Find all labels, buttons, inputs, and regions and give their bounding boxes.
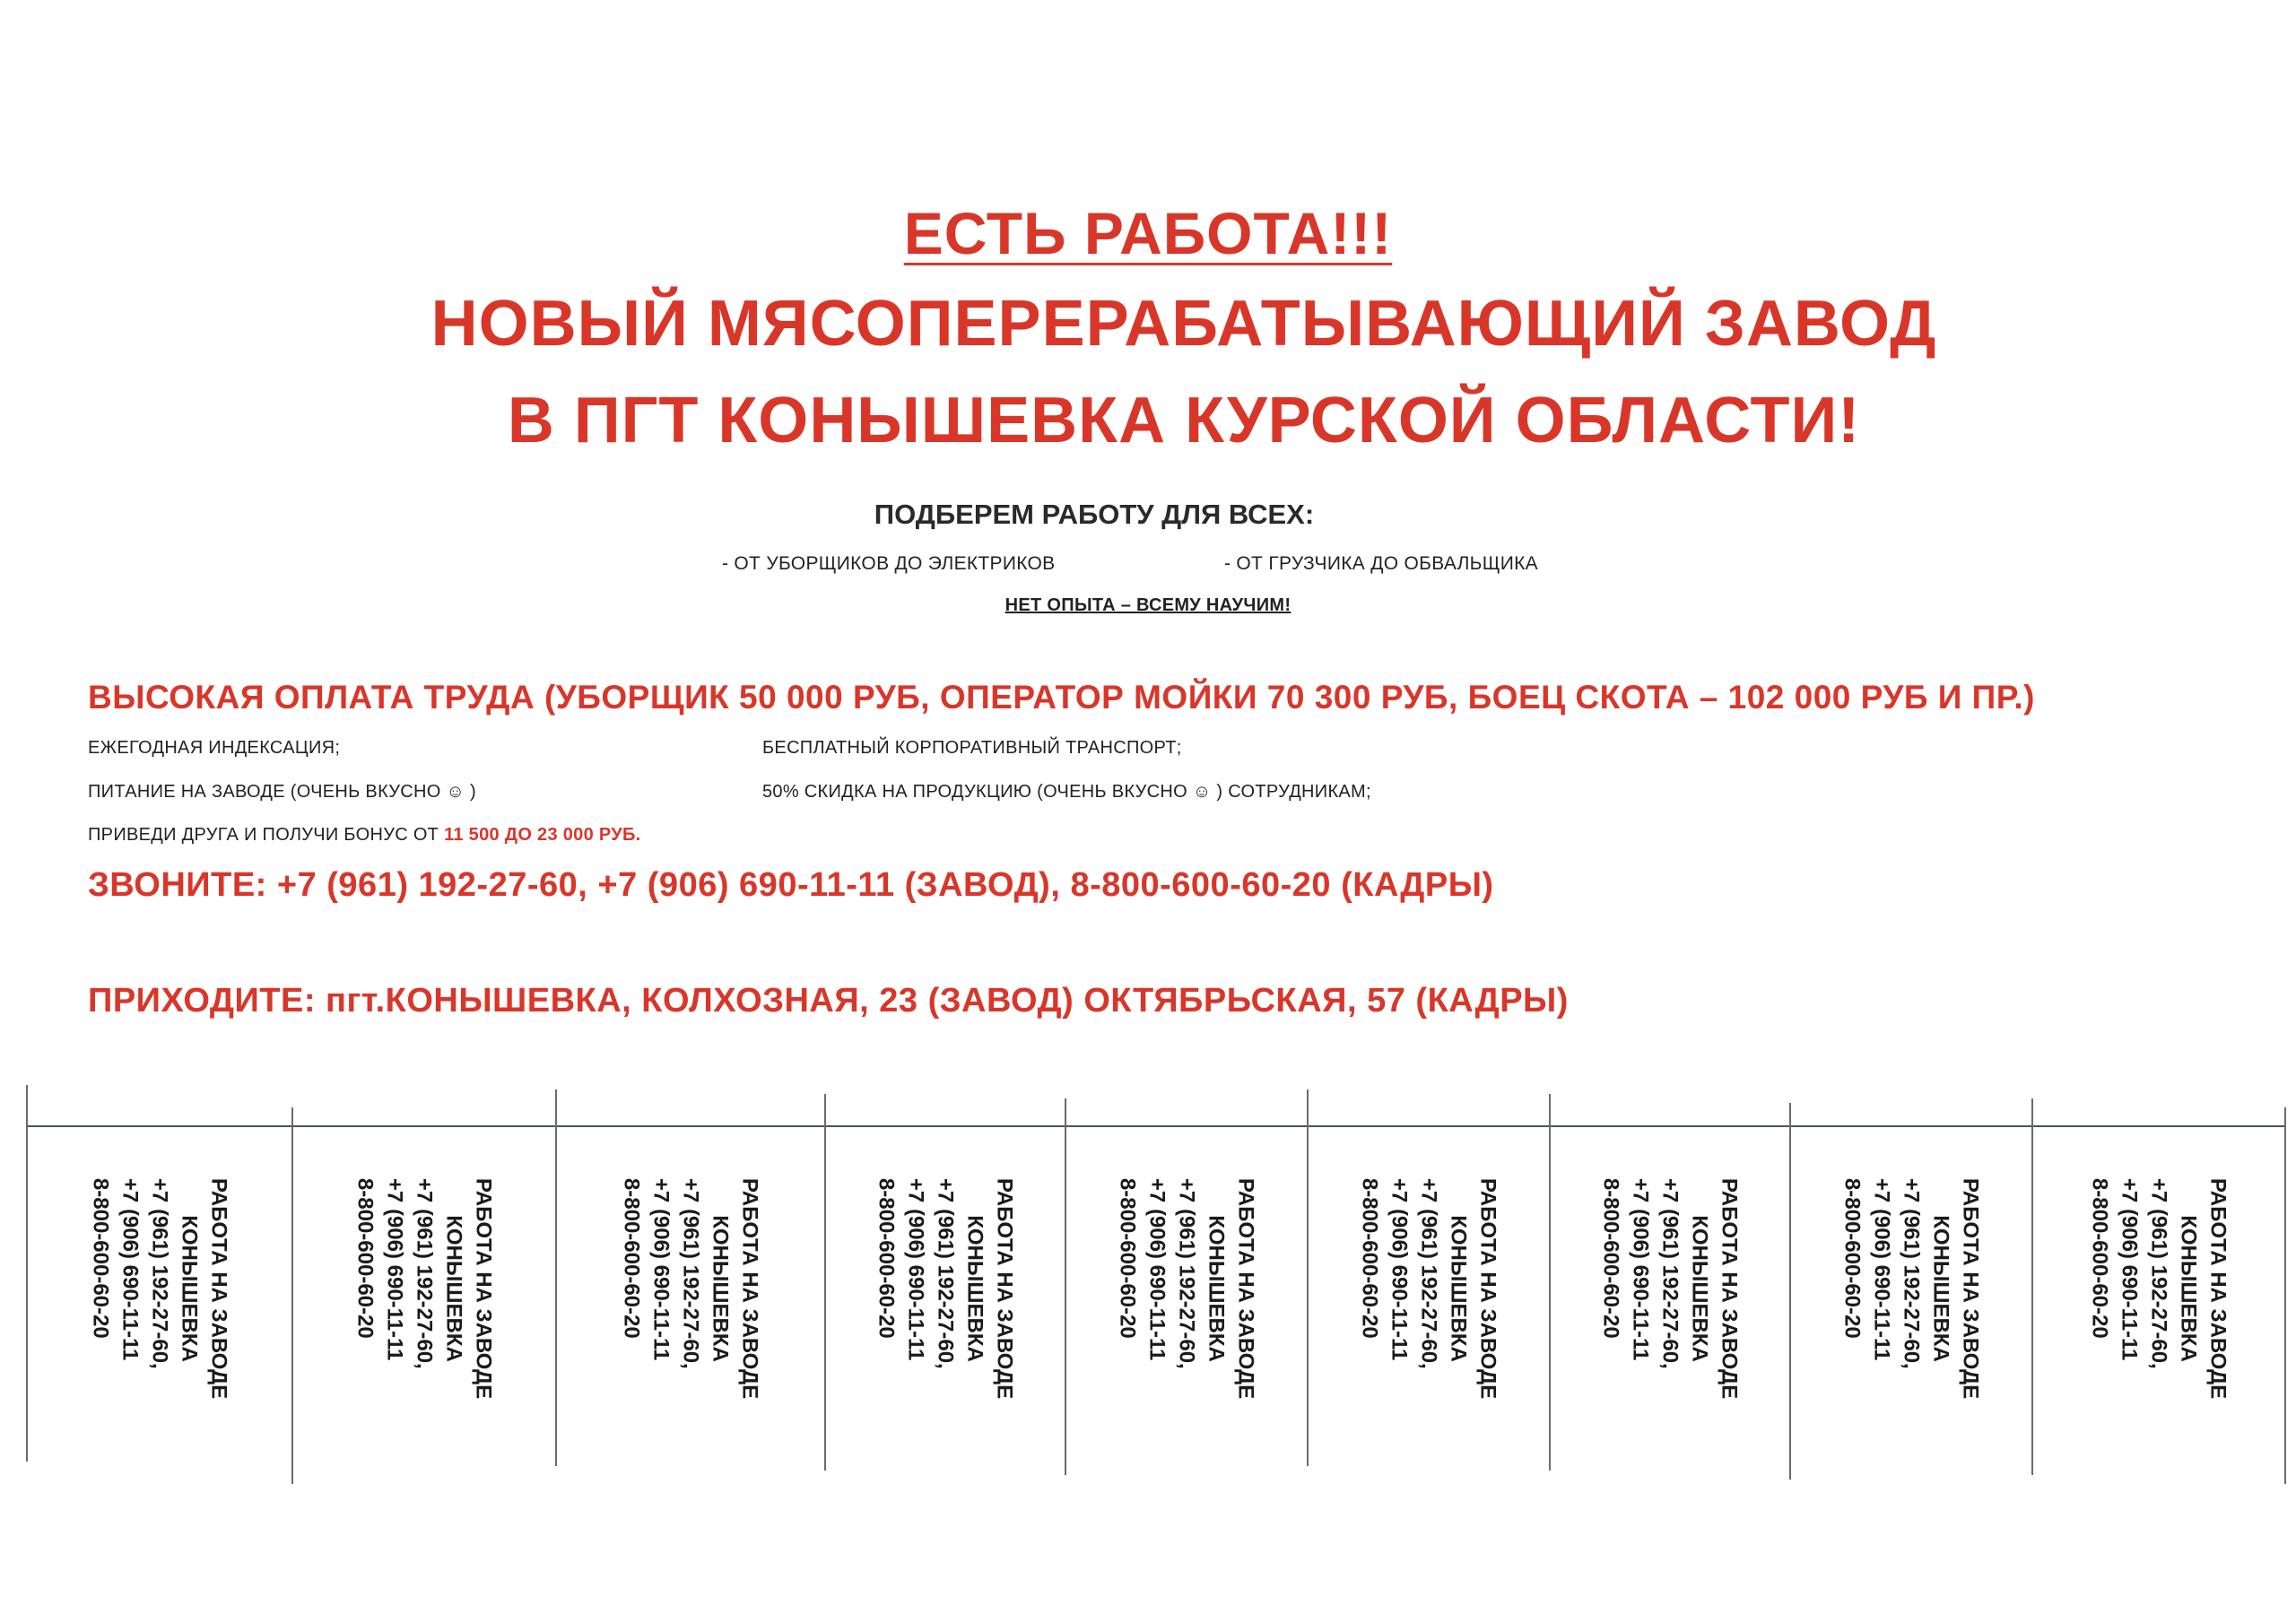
strip-line-2: КОНЫШЕВКА [708,1215,733,1362]
strip-line-5: 8-800-600-60-20 [1598,1177,1623,1339]
tear-off-strip[interactable] [27,1125,292,1448]
strip-line-1: РАБОТА НА ЗАВОДЕ [1958,1177,1983,1400]
strip-text [86,1178,234,1399]
strip-line-5: 8-800-600-60-20 [1357,1177,1382,1339]
strip-line-2: КОНЫШЕВКА [441,1215,466,1362]
strip-line-3: +7 (961) 192-27-60, [933,1177,958,1369]
benefit-food: ПИТАНИЕ НА ЗАВОДЕ (ОЧЕНЬ ВКУСНО ☺ ) [88,782,476,802]
strip-line-3: +7 (961) 192-27-60, [1657,1177,1683,1369]
strip-text [2085,1178,2233,1399]
tear-off-strip[interactable] [556,1125,825,1448]
selection-title: ПОДБЕРЕМ РАБОТУ ДЛЯ ВСЕХ: [874,499,1315,530]
strip-line-2: КОНЫШЕВКА [1687,1215,1712,1362]
strip-line-4: +7 (906) 690-11-11 [2117,1177,2142,1361]
strip-line-2: КОНЫШЕВКА [177,1215,202,1362]
strip-text [1596,1178,1744,1399]
strip-line-3: +7 (961) 192-27-60, [678,1177,703,1369]
strip-line-1: РАБОТА НА ЗАВОДЕ [471,1177,496,1400]
tear-off-strip[interactable] [825,1125,1065,1448]
strip-line-4: +7 (906) 690-11-11 [117,1177,143,1361]
strip-text [1355,1178,1503,1399]
tear-off-strips [27,1125,2285,1448]
tear-off-strip[interactable] [1550,1125,1790,1448]
tear-off-strip[interactable] [1790,1125,2032,1448]
strip-line-2: КОНЫШЕВКА [2176,1215,2201,1362]
strip-line-3: +7 (961) 192-27-60, [1174,1177,1199,1369]
benefit-referral [88,825,641,846]
strip-line-4: +7 (906) 690-11-11 [1387,1177,1412,1361]
strip-line-5: 8-800-600-60-20 [88,1177,113,1339]
strip-line-1: РАБОТА НА ЗАВОДЕ [737,1177,762,1400]
strip-line-1: РАБОТА НА ЗАВОДЕ [1475,1177,1500,1400]
strip-text [1113,1178,1261,1399]
selection-left: - ОТ УБОРЩИКОВ ДО ЭЛЕКТРИКОВ [722,553,1056,574]
strip-line-1: РАБОТА НА ЗАВОДЕ [2205,1177,2231,1400]
strip-line-4: +7 (906) 690-11-11 [1869,1177,1894,1361]
strip-line-5: 8-800-600-60-20 [2087,1177,2112,1339]
headline-line-2: В ПГТ КОНЫШЕВКА КУРСКОЙ ОБЛАСТИ! [507,385,1861,456]
tear-off-strip[interactable] [1065,1125,1308,1448]
strip-line-4: +7 (906) 690-11-11 [382,1177,407,1361]
benefit-transport: БЕСПЛАТНЫЙ КОРПОРАТИВНЫЙ ТРАНСПОРТ; [762,738,1182,758]
tear-off-strip[interactable] [2032,1125,2285,1448]
no-experience-note: НЕТ ОПЫТА – ВСЕМУ НАУЧИМ! [1004,595,1292,615]
strip-line-2: КОНЫШЕВКА [1928,1215,1953,1362]
benefit-indexation: ЕЖЕГОДНАЯ ИНДЕКСАЦИЯ; [88,738,341,758]
strip-line-5: 8-800-600-60-20 [352,1177,378,1339]
pay-line: ВЫСОКАЯ ОПЛАТА ТРУДА (УБОРЩИК 50 000 РУБ, ОПЕРАТОР МОЙКИ 70 300 РУБ, БОЕЦ СКОТА – 102 000 РУБ И ПР.) [88,679,2035,716]
selection-right: - ОТ ГРУЗЧИКА ДО ОБВАЛЬЩИКА [1224,553,1538,574]
strip-line-5: 8-800-600-60-20 [1839,1177,1865,1339]
tear-off-strip[interactable] [1308,1125,1550,1448]
address-line: ПРИХОДИТЕ: пгт.КОНЫШЕВКА, КОЛХОЗНАЯ, 23 (ЗАВОД) ОКТЯБРЬСКАЯ, 57 (КАДРЫ) [88,982,1569,1020]
strip-line-1: РАБОТА НА ЗАВОДЕ [206,1177,231,1400]
referral-amount: 11 500 ДО 23 000 РУБ. [444,825,641,845]
strip-text [617,1178,765,1399]
headline-line-1: НОВЫЙ МЯСОПЕРЕРАБАТЫВАЮЩИЙ ЗАВОД [430,288,1937,360]
strip-line-2: КОНЫШЕВКА [1204,1215,1229,1362]
strip-line-5: 8-800-600-60-20 [1115,1177,1140,1339]
flyer-title-text: ЕСТЬ РАБОТА!!! [903,200,1393,266]
strip-line-4: +7 (906) 690-11-11 [1628,1177,1653,1361]
strip-line-3: +7 (961) 192-27-60, [412,1177,437,1369]
strip-line-4: +7 (906) 690-11-11 [1144,1177,1170,1361]
strip-line-4: +7 (906) 690-11-11 [648,1177,674,1361]
strip-line-4: +7 (906) 690-11-11 [903,1177,928,1361]
strip-text [1838,1178,1986,1399]
strip-line-1: РАБОТА НА ЗАВОДЕ [1233,1177,1258,1400]
flyer-title [0,199,2296,267]
strip-line-3: +7 (961) 192-27-60, [1416,1177,1441,1369]
strip-line-3: +7 (961) 192-27-60, [1899,1177,1924,1369]
strip-text [351,1178,499,1399]
call-line: ЗВОНИТЕ: +7 (961) 192-27-60, +7 (906) 690-11-11 (ЗАВОД), 8-800-600-60-20 (КАДРЫ) [88,866,1494,904]
strip-line-2: КОНЫШЕВКА [1446,1215,1471,1362]
benefit-discount: 50% СКИДКА НА ПРОДУКЦИЮ (ОЧЕНЬ ВКУСНО ☺ ) СОТРУДНИКАМ; [762,782,1371,802]
referral-prefix: ПРИВЕДИ ДРУГА И ПОЛУЧИ БОНУС ОТ [88,825,445,845]
tear-off-strip[interactable] [292,1125,556,1448]
strip-line-5: 8-800-600-60-20 [874,1177,899,1339]
strip-line-1: РАБОТА НА ЗАВОДЕ [1717,1177,1742,1400]
strip-line-3: +7 (961) 192-27-60, [2146,1177,2171,1369]
strip-line-1: РАБОТА НА ЗАВОДЕ [992,1177,1017,1400]
strip-line-5: 8-800-600-60-20 [619,1177,644,1339]
strip-text [872,1178,1020,1399]
strip-line-3: +7 (961) 192-27-60, [147,1177,172,1369]
strip-line-2: КОНЫШЕВКА [962,1215,987,1362]
